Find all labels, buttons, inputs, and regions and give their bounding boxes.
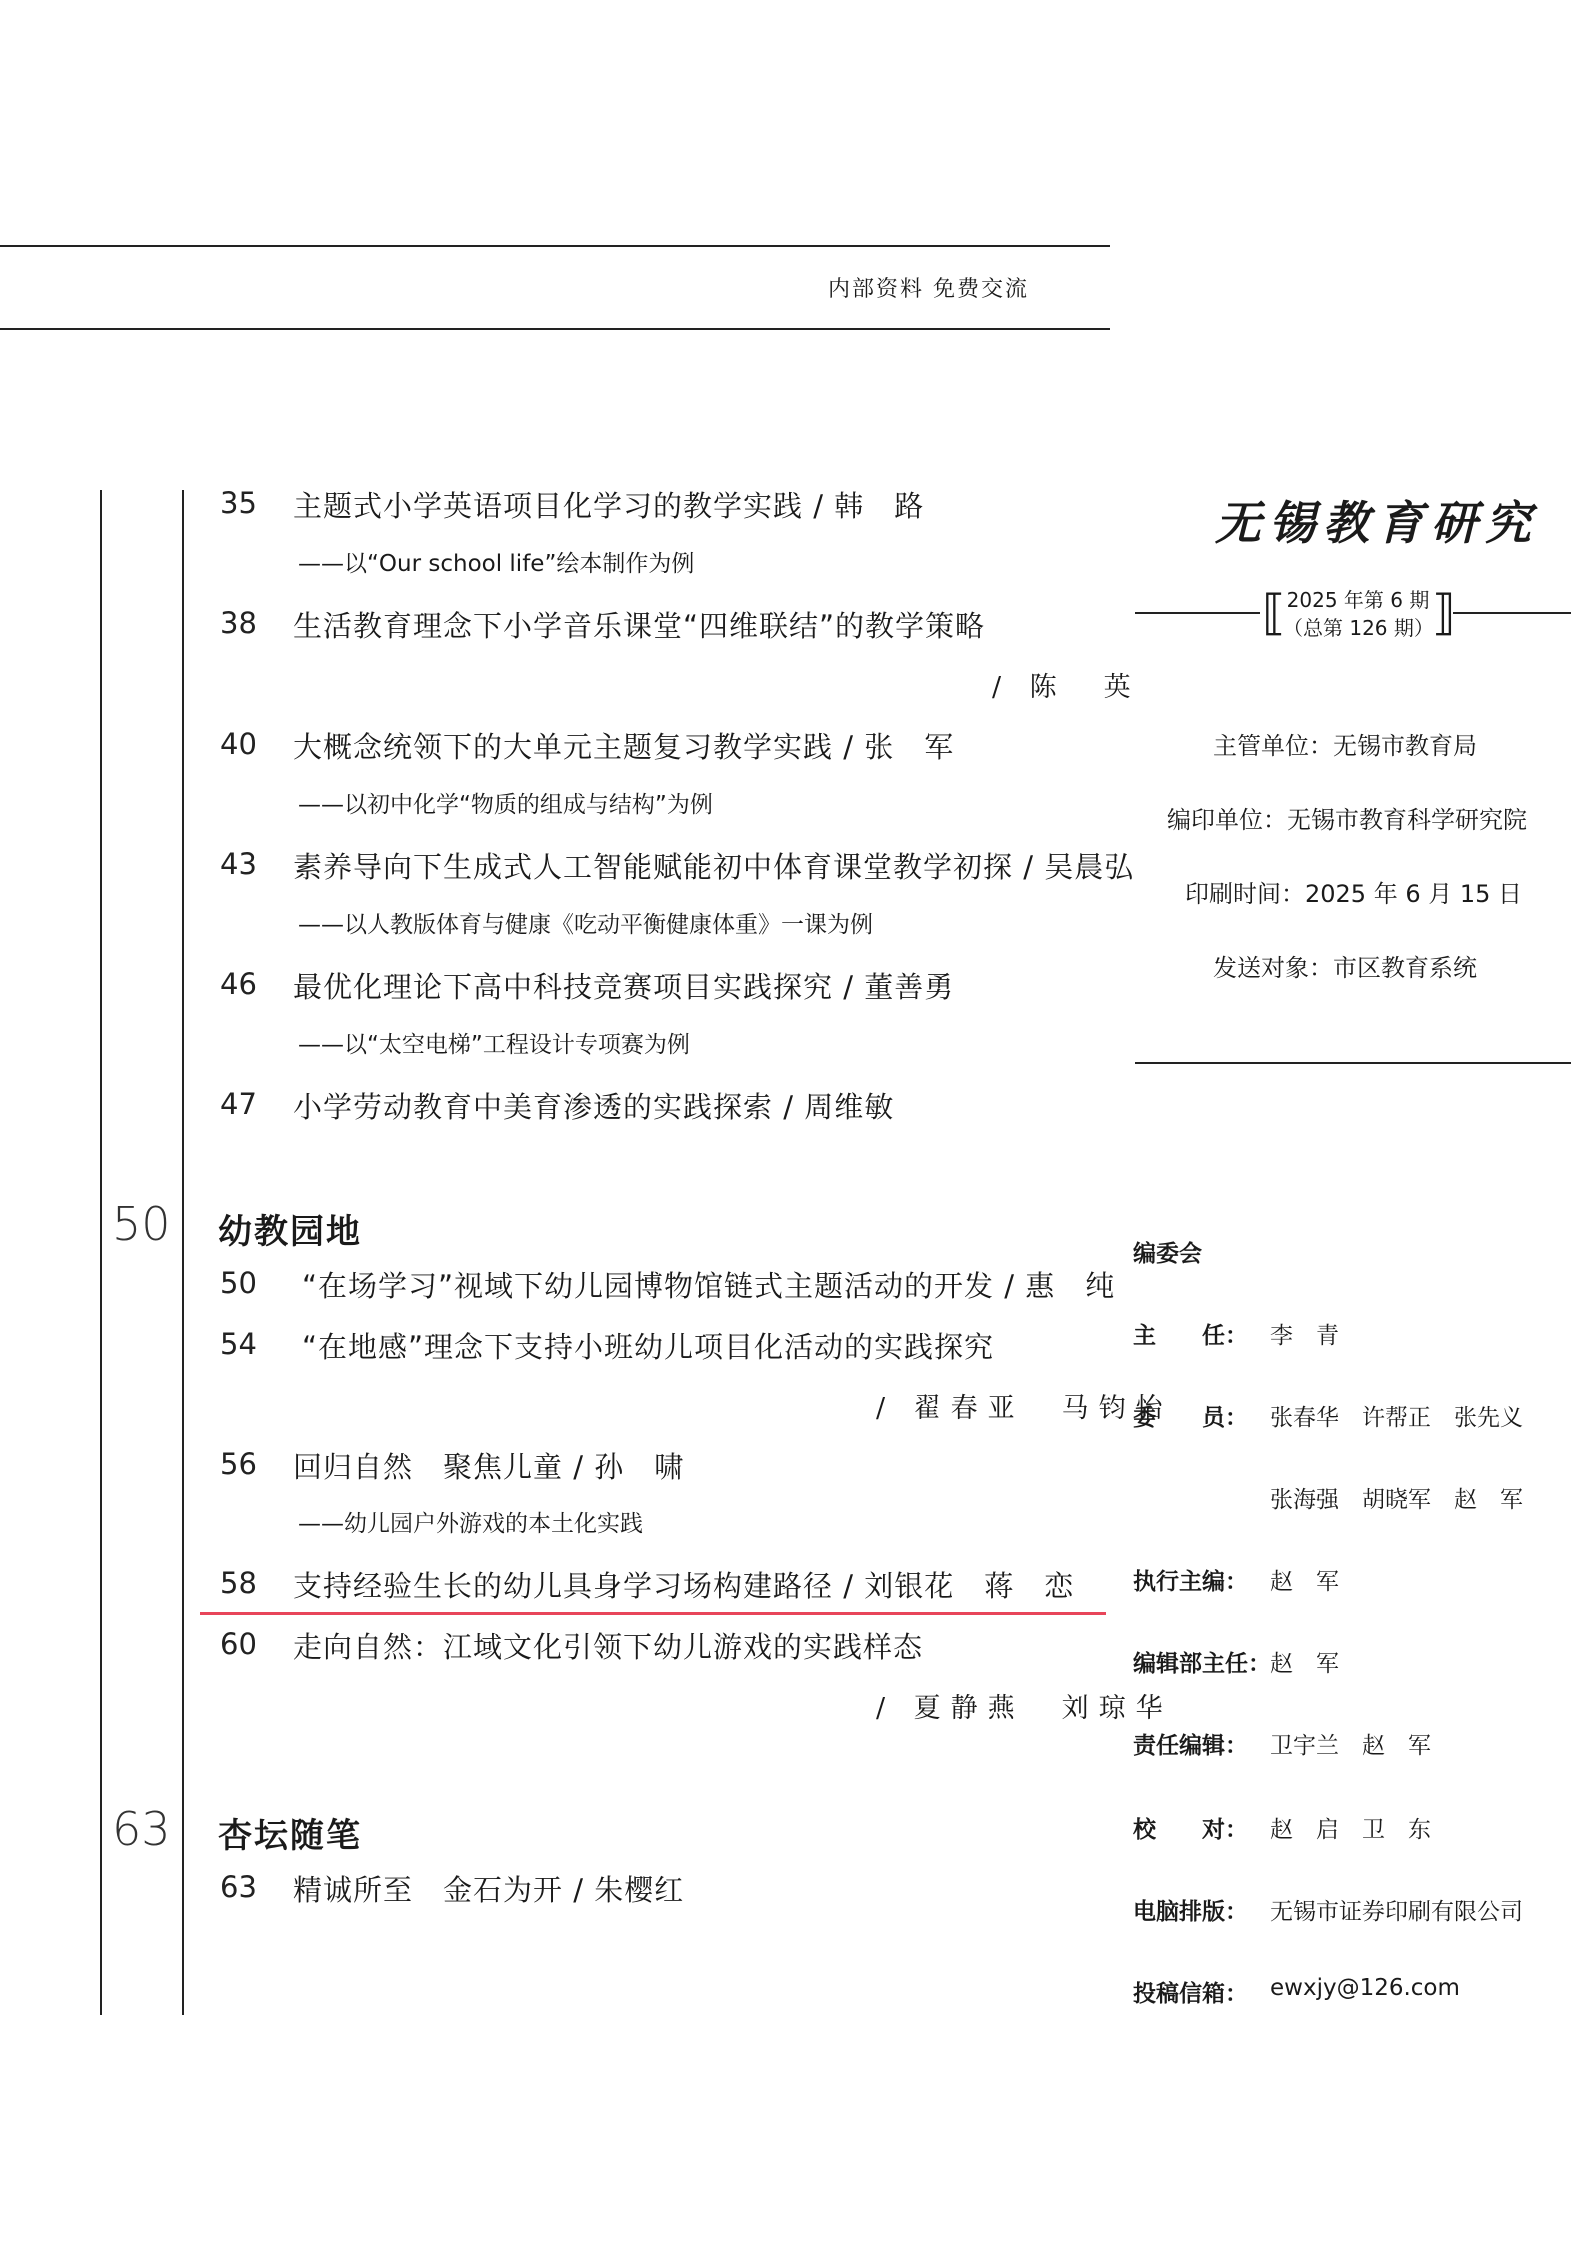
info-compiler: 编印单位：无锡市教育科学研究院 <box>1167 806 1527 834</box>
editorial-value: 张春华 许帮正 张先义 <box>1270 1405 1523 1431</box>
editorial-value: 赵 军 <box>1270 1569 1339 1595</box>
toc-entry-title[interactable]: “在场学习”视域下幼儿园博物馆链式主题活动的开发 / 惠 纯 <box>302 1269 1116 1303</box>
toc-page-number: 58 <box>220 1566 257 1600</box>
editorial-value: 无锡市证券印刷有限公司 <box>1270 1899 1523 1925</box>
toc-entry-author: / 夏静燕 刘琼华 <box>876 1693 1173 1724</box>
editorial-label: 责任编辑： <box>1133 1733 1248 1759</box>
editorial-label: 执行主编： <box>1133 1569 1248 1595</box>
issue-number: 2025 年第 6 期 <box>1286 588 1430 612</box>
toc-entry-title[interactable]: 回归自然 聚焦儿童 / 孙 啸 <box>293 1450 685 1484</box>
toc-entry-subtitle: ——以“太空电梯”工程设计专项赛为例 <box>298 1032 690 1058</box>
toc-entry-subtitle: ——以人教版体育与健康《吃动平衡健康体重》一课为例 <box>298 912 873 938</box>
toc-entry-author: / 翟春亚 马钧怡 <box>876 1393 1173 1424</box>
editorial-value: 赵 军 <box>1270 1651 1339 1677</box>
info-print-date: 印刷时间：2025 年 6 月 15 日 <box>1185 880 1523 908</box>
editorial-label: 电脑排版： <box>1133 1899 1248 1925</box>
section-page-number: 63 <box>112 1802 171 1856</box>
editorial-value: 卫宇兰 赵 军 <box>1270 1733 1431 1759</box>
editorial-label: 主 任： <box>1133 1323 1248 1349</box>
info-bottom-rule <box>1135 1062 1571 1064</box>
editorial-value: 李 青 <box>1270 1323 1339 1349</box>
toc-entry-title[interactable]: 支持经验生长的幼儿具身学习场构建路径 / 刘银花 蒋 恋 <box>293 1569 1075 1603</box>
submission-email[interactable]: ewxjy@126.com <box>1270 1975 1460 2001</box>
editorial-label: 委 员： <box>1133 1405 1248 1431</box>
section-page-number: 50 <box>112 1197 171 1251</box>
header-bottom-rule <box>0 328 1110 330</box>
editorial-value: 张海强 胡晓军 赵 军 <box>1270 1487 1523 1513</box>
toc-page-number: 60 <box>220 1627 257 1661</box>
issue-box <box>1283 586 1433 642</box>
toc-entry-title[interactable]: 主题式小学英语项目化学习的教学实践 / 韩 路 <box>293 489 925 523</box>
masthead-rule-left <box>1135 612 1260 614</box>
editorial-heading: 编委会 <box>1133 1241 1202 1267</box>
masthead-rule-right <box>1453 612 1571 614</box>
toc-page-number: 47 <box>220 1087 257 1121</box>
toc-entry-title[interactable]: 最优化理论下高中科技竞赛项目实践探究 / 董善勇 <box>293 970 955 1004</box>
info-supervisor: 主管单位：无锡市教育局 <box>1213 732 1477 760</box>
toc-page-number: 40 <box>220 727 257 761</box>
toc-entry-subtitle: ——以初中化学“物质的组成与结构”为例 <box>298 792 713 818</box>
editorial-label: 投稿信箱： <box>1133 1981 1248 2007</box>
issue-bracket-left: ⟦ <box>1262 585 1286 641</box>
toc-left-rule-outer <box>100 490 102 2015</box>
editorial-label: 编辑部主任： <box>1133 1651 1271 1677</box>
toc-page-number: 43 <box>220 847 257 881</box>
section-title[interactable]: 幼教园地 <box>218 1212 362 1252</box>
toc-entry-title[interactable]: 素养导向下生成式人工智能赋能初中体育课堂教学初探 / 吴晨弘 <box>293 850 1135 884</box>
toc-page-number: 56 <box>220 1447 257 1481</box>
toc-entry-title[interactable]: 小学劳动教育中美育渗透的实践探索 / 周维敏 <box>293 1090 895 1124</box>
toc-entry-title[interactable]: 生活教育理念下小学音乐课堂“四维联结”的教学策略 <box>293 609 986 643</box>
info-audience: 发送对象：市区教育系统 <box>1213 954 1477 982</box>
toc-entry-title[interactable]: 走向自然：江域文化引领下幼儿游戏的实践样态 <box>293 1630 924 1664</box>
header-note: 内部资料 免费交流 <box>828 277 1029 302</box>
highlight-underline <box>200 1612 1106 1615</box>
toc-page-number: 63 <box>220 1870 257 1904</box>
toc-entry-title[interactable]: 精诚所至 金石为开 / 朱樱红 <box>293 1873 685 1907</box>
issue-total-number: （总第 126 期） <box>1283 616 1434 640</box>
toc-entry-subtitle: ——幼儿园户外游戏的本土化实践 <box>298 1511 643 1537</box>
toc-entry-title[interactable]: “在地感”理念下支持小班幼儿项目化活动的实践探究 <box>302 1330 995 1364</box>
editorial-label: 校 对： <box>1133 1817 1248 1843</box>
toc-page-number: 35 <box>220 486 257 520</box>
toc-page-number: 54 <box>220 1327 257 1361</box>
toc-entry-title[interactable]: 大概念统领下的大单元主题复习教学实践 / 张 军 <box>293 730 955 764</box>
issue-bracket-right: ⟧ <box>1432 585 1456 641</box>
header-top-rule <box>0 245 1110 247</box>
toc-left-rule-inner <box>182 490 184 2015</box>
toc-page-number: 38 <box>220 606 257 640</box>
toc-page-number: 50 <box>220 1266 257 1300</box>
toc-page-number: 46 <box>220 967 257 1001</box>
toc-entry-author: / 陈 英 <box>992 672 1141 703</box>
section-title[interactable]: 杏坛随笔 <box>218 1816 362 1856</box>
masthead-title: 无锡教育研究 <box>1215 496 1539 550</box>
toc-entry-subtitle: ——以“Our school life”绘本制作为例 <box>298 551 695 577</box>
editorial-value: 赵 启 卫 东 <box>1270 1817 1431 1843</box>
